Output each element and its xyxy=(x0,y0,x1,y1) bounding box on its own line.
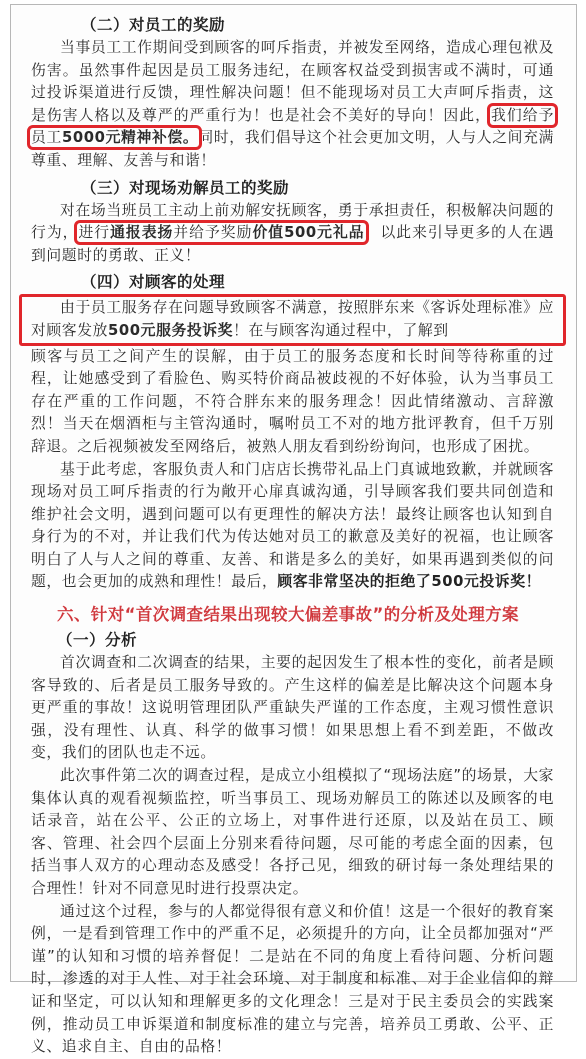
boxed-paragraph xyxy=(31,297,554,342)
text-span: 当事员工工作期间受到顾客的呵斥指责，并被发至网络，造成心理包袱及伤害。虽然事件起因是员工服务违纪，在顾客权益受到损害或不满时，可通过投诉渠道进行反馈，理性解决问题！但不能现场对员工大声呵斥指责，这是伤害人格以及尊严的严重行为！也是社会不美好的导向！因此， xyxy=(31,39,554,124)
highlight-box-commendation xyxy=(78,224,364,241)
commendation-text: 通报表扬 xyxy=(110,224,174,242)
gift-value: 价值500元礼品 xyxy=(252,224,365,242)
highlight-box-complaint-award xyxy=(19,294,566,345)
paragraph-analysis-2: 此次事件第二次的调查过程，是成立小组模拟了“现场法庭”的场景，大家集体认真的观看视频监控，听当事员工、现场劝解员工的陈述以及顾客的电话录音，站在公平、公正的立场上，对事件进行还原，以及站在员工、顾客、管理、社会四个层面上分别来看待问题，尽可能的考虑全面的因素，包括当事人双方的心理动态及感受！各抒己见，细致的研讨每一条处理结果的合理性！针对不同意见时进行投票决定。 xyxy=(31,767,554,897)
text-span: 同时，我们倡导这个社会更加文明，人与人之间充满尊重、理解、友善与和谐！ xyxy=(31,129,554,169)
paragraph-employee-reward xyxy=(31,37,554,173)
paragraph-onsite-staff-reward xyxy=(31,200,554,268)
paragraph-analysis-1: 首次调查和二次调查的结果，主要的起因发生了根本性的变化，前者是顾客导致的、后者是员工服务导致的。产生这样的偏差是比解决这个问题本身更严重的事故！这说明管理团队严重缺失严谨的工作态度，主观习惯性意识强，没有理性、认真、科学的做事习惯！如果思想上看不到差距，不做改变，我们的团队也走不远。 xyxy=(31,654,554,762)
text-span: 我们给予员工 xyxy=(31,106,554,147)
paragraph-customer-misunderstanding: 顾客与员工之间产生的误解，由于员工的服务态度和长时间等待称重的过程，让她感受到了看脸色、购买特价商品被歧视的不好体验，认为当事员工存在严重的工作问题，不符合胖东来的服务理念！因此情绪激动、言辞激烈！当天在烟酒柜与主管沟通时，嘱咐员工不对的地方批评教育，但千万别辞退。之后视频被发至网络后，被熟人朋友看到纷纷询问，也形成了困扰。 xyxy=(31,347,554,455)
subsection-heading-analysis: （一）分析 xyxy=(57,631,138,650)
text-span: 由于员工服务存在问题导致顾客不满意，按照胖东来《客诉处理标准》应对顾客发放 xyxy=(31,299,554,339)
section-heading-employee-reward: （二）对员工的奖励 xyxy=(81,16,226,34)
text-span: 并给予奖励 xyxy=(173,224,253,242)
document-frame xyxy=(10,4,577,1056)
section-title-investigation-deviation: 六、针对“首次调查结果出现较大偏差事故”的分析及处理方案 xyxy=(57,605,519,625)
refusal-statement: 顾客非常坚决的拒绝了500元投诉奖！ xyxy=(277,573,542,591)
section-heading-customer-handling: （四）对顾客的处理 xyxy=(81,273,226,292)
paragraph-apology-visit xyxy=(31,459,554,595)
section-heading-onsite-staff-reward: （三）对现场劝解员工的奖励 xyxy=(81,178,290,197)
text-span: 进行 xyxy=(78,224,111,242)
compensation-amount: 5000元精神补偿。 xyxy=(61,129,199,147)
text-span: ，以此来引导更多的人在遇到问题时的勇敢、正义！ xyxy=(31,224,554,264)
text-span: ！在与顾客沟通过程中，了解到 xyxy=(233,321,449,339)
complaint-award-amount: 500元服务投诉奖 xyxy=(108,321,234,339)
text-span: 基于此考虑，客服负责人和门店店长携带礼品上门真诚地致歉，并就顾客现场对员工呵斥指责的行为敞开心扉真诚沟通，引导顾客我们要共同创造和维护社会文明，遇到问题可以有更理性的解决方法！最终让顾客也认知到自身行为的不对，并让我们代为传达她对员工的歉意及美好的祝福，也让顾客明白了人与人之间的尊重、友善、和谐是多么的美好，如果再遇到类似的问题，也会更加的成熟和理性！最后， xyxy=(31,460,554,591)
paragraph-analysis-3: 通过这个过程，参与的人都觉得很有意义和价值！这是一个很好的教育案例，一是看到管理工作中的严重不足，必须提升的方向，让全员都加强对“严谨”的认知和习惯的培养督促！二是站在不同的角度上看待问题、分析问题时，渗透的对于人性、对于社会环境、对于制度和标准、对于企业信仰的辩证和坚定，可以认知和理解更多的文化理念！三是对于民主委员会的实践案例，推动员工申诉渠道和制度标准的建立与完善，培养员工勇敢、公平、正义、追求自主、自由的品格！ xyxy=(31,902,554,1056)
text-span: 对在场当班员工主动上前劝解安抚顾客，勇于承担责任，积极解决问题的行为， xyxy=(31,201,554,242)
